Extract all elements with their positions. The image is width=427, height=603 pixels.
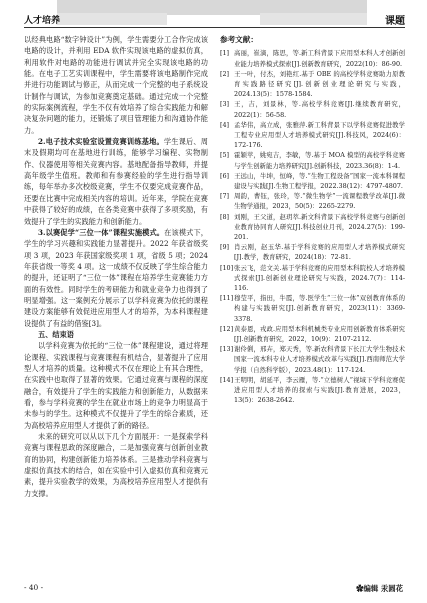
reference-item (220, 263, 405, 294)
editor-credit: ✿编辑 汞圆花 (356, 584, 403, 593)
reference-text: 王一叶，付杰，刘艳红.基于 OBE 的高校学科竞赛助力原教育实践路径研究[J].创新创业理论研究与实践，2024.13(5)：1578-1584. (234, 69, 405, 99)
paragraph-text: 学生课后、周末及假期均可在基地进行训练，能够学习编程、实物制作、仪器使用等相关竞赛内容。基地配备指导教师，并提高年级学生值班。教师和有参赛经验的学生进行指导训练，每年举办多次校级竞赛，学生不仅要完成竞赛作品，还要在比赛中完成相关内容的培训。近年来，学院在竞赛中获得了较好的成绩，在各类竞赛中获得了多项奖励，有效提升了学生的实践能力和创新能力。 (24, 137, 208, 226)
right-column (220, 34, 405, 405)
section-label: 课题 (385, 16, 405, 27)
references-title: 参考文献： (220, 35, 258, 44)
body-paragraph (24, 227, 208, 329)
reference-text: 王，吉，刘景林，等.高校学科竞赛[J].继续教育研究，2022(1)：56-58. (234, 100, 405, 119)
reference-text: 王明明，胡延平，李云雁，等.“立德树人”视域下学科竞赛促进应用型人才培养的探索与实践[J].教育进展，2023，13(5)：2638-2642. (234, 375, 405, 405)
header-tab-left (57, 13, 167, 25)
reference-item (220, 324, 405, 344)
reference-number: [4] (220, 120, 230, 129)
reference-item (220, 99, 405, 119)
reference-item (220, 48, 405, 68)
reference-item (220, 171, 405, 191)
reference-item (220, 293, 405, 324)
reference-number: [12] (220, 324, 234, 333)
reference-item (220, 69, 405, 100)
reference-number: [14] (220, 375, 234, 384)
paragraph-text: 在该模式下，学生的学习兴趣和实践能力显著提升。2022 年获省级奖项 3 项，2023 年获国家级奖项 1 项，省级 5 项；2024 年获省级一等奖 4 项。这一成绩不仅反映了学生综合能力的提升，还证明了“三位一体”课程在培养学生竞赛能力方面的有效性。同时学生的考研能力和就业竞争力也得到了明显增强。这一案例充分展示了以学科竞赛为依托的课程建设方案能够有效促进应用型人才的培养，为本科课程建设提供了有益的借鉴[3]。 (24, 227, 208, 328)
reference-text: 张云飞，范文关.基于学科竞赛的应用型本科院校人才培养模式探索[J].创新创业理论研究与实践，2024.7(7)：114-116. (234, 263, 405, 293)
inline-heading: 3.以赛促学“三位一体”课程实施模式。 (38, 227, 165, 237)
reference-text: 肖云刚，赵玉华.基于学科竞赛的应用型人才培养模式研究[J].教学，教育研究，2024(18)：72-81. (234, 243, 405, 262)
header-rule (24, 27, 405, 28)
section-heading: 五、结束语 (38, 329, 74, 339)
reference-text: 穆莹平，指田，牛霞，等.医学生“三位一体”双创教育体系的构建与实践研究[J].创新教育研究，2023(11)：3369-3378. (234, 294, 405, 323)
reference-item (220, 120, 405, 151)
body-paragraph: 以学科竞赛为依托的“三位一体”课程建设，通过将理论课程、实践课程与竞赛课程有机结合，显著提升了应用型人才培养的质量。这种模式不仅在理论上有其合理性，在实践中也取得了显著的效果。它通过竞赛与课程的深度融合，有效提升了学生的实践能力和创新能力，从数据来看，参与学科竞赛的学生在就业市场上的竞争力明显高于未参与的学生。这种模式不仅提升了学生的综合素质，还为高校培养应用型人才提供了新的路径。 (24, 341, 208, 430)
reference-item (220, 242, 405, 262)
reference-text: 刘刚，王父道，赵玥萃.新文科背景下高校学科竞赛与创新创业教育协同育人研究[J].科技创业月刊，2024.27(5)：199-201. (234, 212, 405, 241)
reference-text: 霍颖苹，姚宛吉，李敏，等.基于 MOA 模型的高校学科竞赛与学生创新能力培养研究[J].创新科技，2023.36(8)：1-4. (234, 151, 405, 170)
reference-number: [11] (220, 294, 234, 303)
reference-number: [6] (220, 171, 230, 180)
header-tab-right (260, 13, 367, 25)
reference-text: 周韵，曹钰，张玲，等.“微生物学”一流课程教学改革[J].微生物学通报，2023，50(5)：2265-2279. (234, 192, 405, 211)
reference-number: [5] (220, 151, 230, 160)
reference-text: 王远山，牛坤，恒峰，等.“生物工程设备”国家一流本科课程建设与实践[J].生物工程学报，2022.38(12)：4797-4807. (234, 171, 405, 190)
reference-number: [13] (220, 345, 234, 354)
body-paragraph (24, 136, 208, 227)
reference-item (220, 150, 405, 170)
body-paragraph: 未来的研究可以从以下几个方面展开：一是探索学科竞赛与课程思政的深度融合，二是加强竞赛与创新创业教育的协同，构建创新能力培养体系。三是推动学科竞赛与虚拟仿真技术的结合，如在实验中引入虚拟仿真和竞赛元素，提升实验教学的效果，为高校培养应用型人才提供有力支撑。 (24, 432, 208, 498)
reference-text: 高丽，崔滴，陈思，等.新工科背景下应用型本科人才创新创业能力培养模式探索[J].创新教育研究，2022(10)：86-90. (234, 49, 405, 68)
reference-text: 谢伶俐，邢卉，郑天秀，等.新农科背景下长江大学生物技术国家一流本科专业人才培养模式改革与实践[J].西南师范大学学报（自然科学版），2023.48(1)：117-124. (234, 345, 405, 374)
page-header (0, 0, 427, 38)
reference-list (220, 48, 405, 405)
reference-number: [10] (220, 263, 234, 272)
reference-item (220, 375, 405, 406)
reference-number: [7] (220, 192, 230, 201)
reference-item (220, 191, 405, 211)
left-column (24, 34, 208, 499)
reference-number: [1] (220, 49, 230, 58)
reference-item (220, 344, 405, 375)
journal-section-label: 人才培养 (24, 16, 61, 26)
body-paragraph: 以经典电路“数字钟设计”为例，学生需要分工合作完成该电路的设计，并利用 EDA 软件实现该电路的虚拟仿真，利用软件对电路的功能进行调试并完全实现该电路的功能。在电子工艺实训课程中，学生需要将该电路制作完成并进行功能调试与修正，从而完成一个完整的电子系统设计制作与调试，为参加竞赛奠定基础。通过完成一个完整的实际案例流程，学生不仅有效培养了综合实践能力和解决复杂问题的能力，还锻炼了项目管理能力和沟通协作能力。 (24, 35, 208, 135)
reference-number: [8] (220, 212, 230, 221)
reference-number: [9] (220, 243, 230, 252)
reference-text: 孟华伟，高立成，张雅萍.新工科背景下以学科竞赛促进教学工程专业应用型人才培养模式研究[J].科技风，2024(6)：172-176. (234, 120, 405, 150)
reference-number: [3] (220, 100, 230, 109)
inline-heading: 2.电子技术实验室设置竞赛训练基地。 (38, 137, 164, 147)
reference-number: [2] (220, 69, 230, 78)
reference-text: 黄泰恩，戎政.应用型本科机械类专业应用创新教育体系研究[J].创新教育研究，2022，10(9)：2107-2112. (234, 324, 405, 344)
page-number: - 40 - (24, 583, 44, 592)
reference-item (220, 212, 405, 243)
